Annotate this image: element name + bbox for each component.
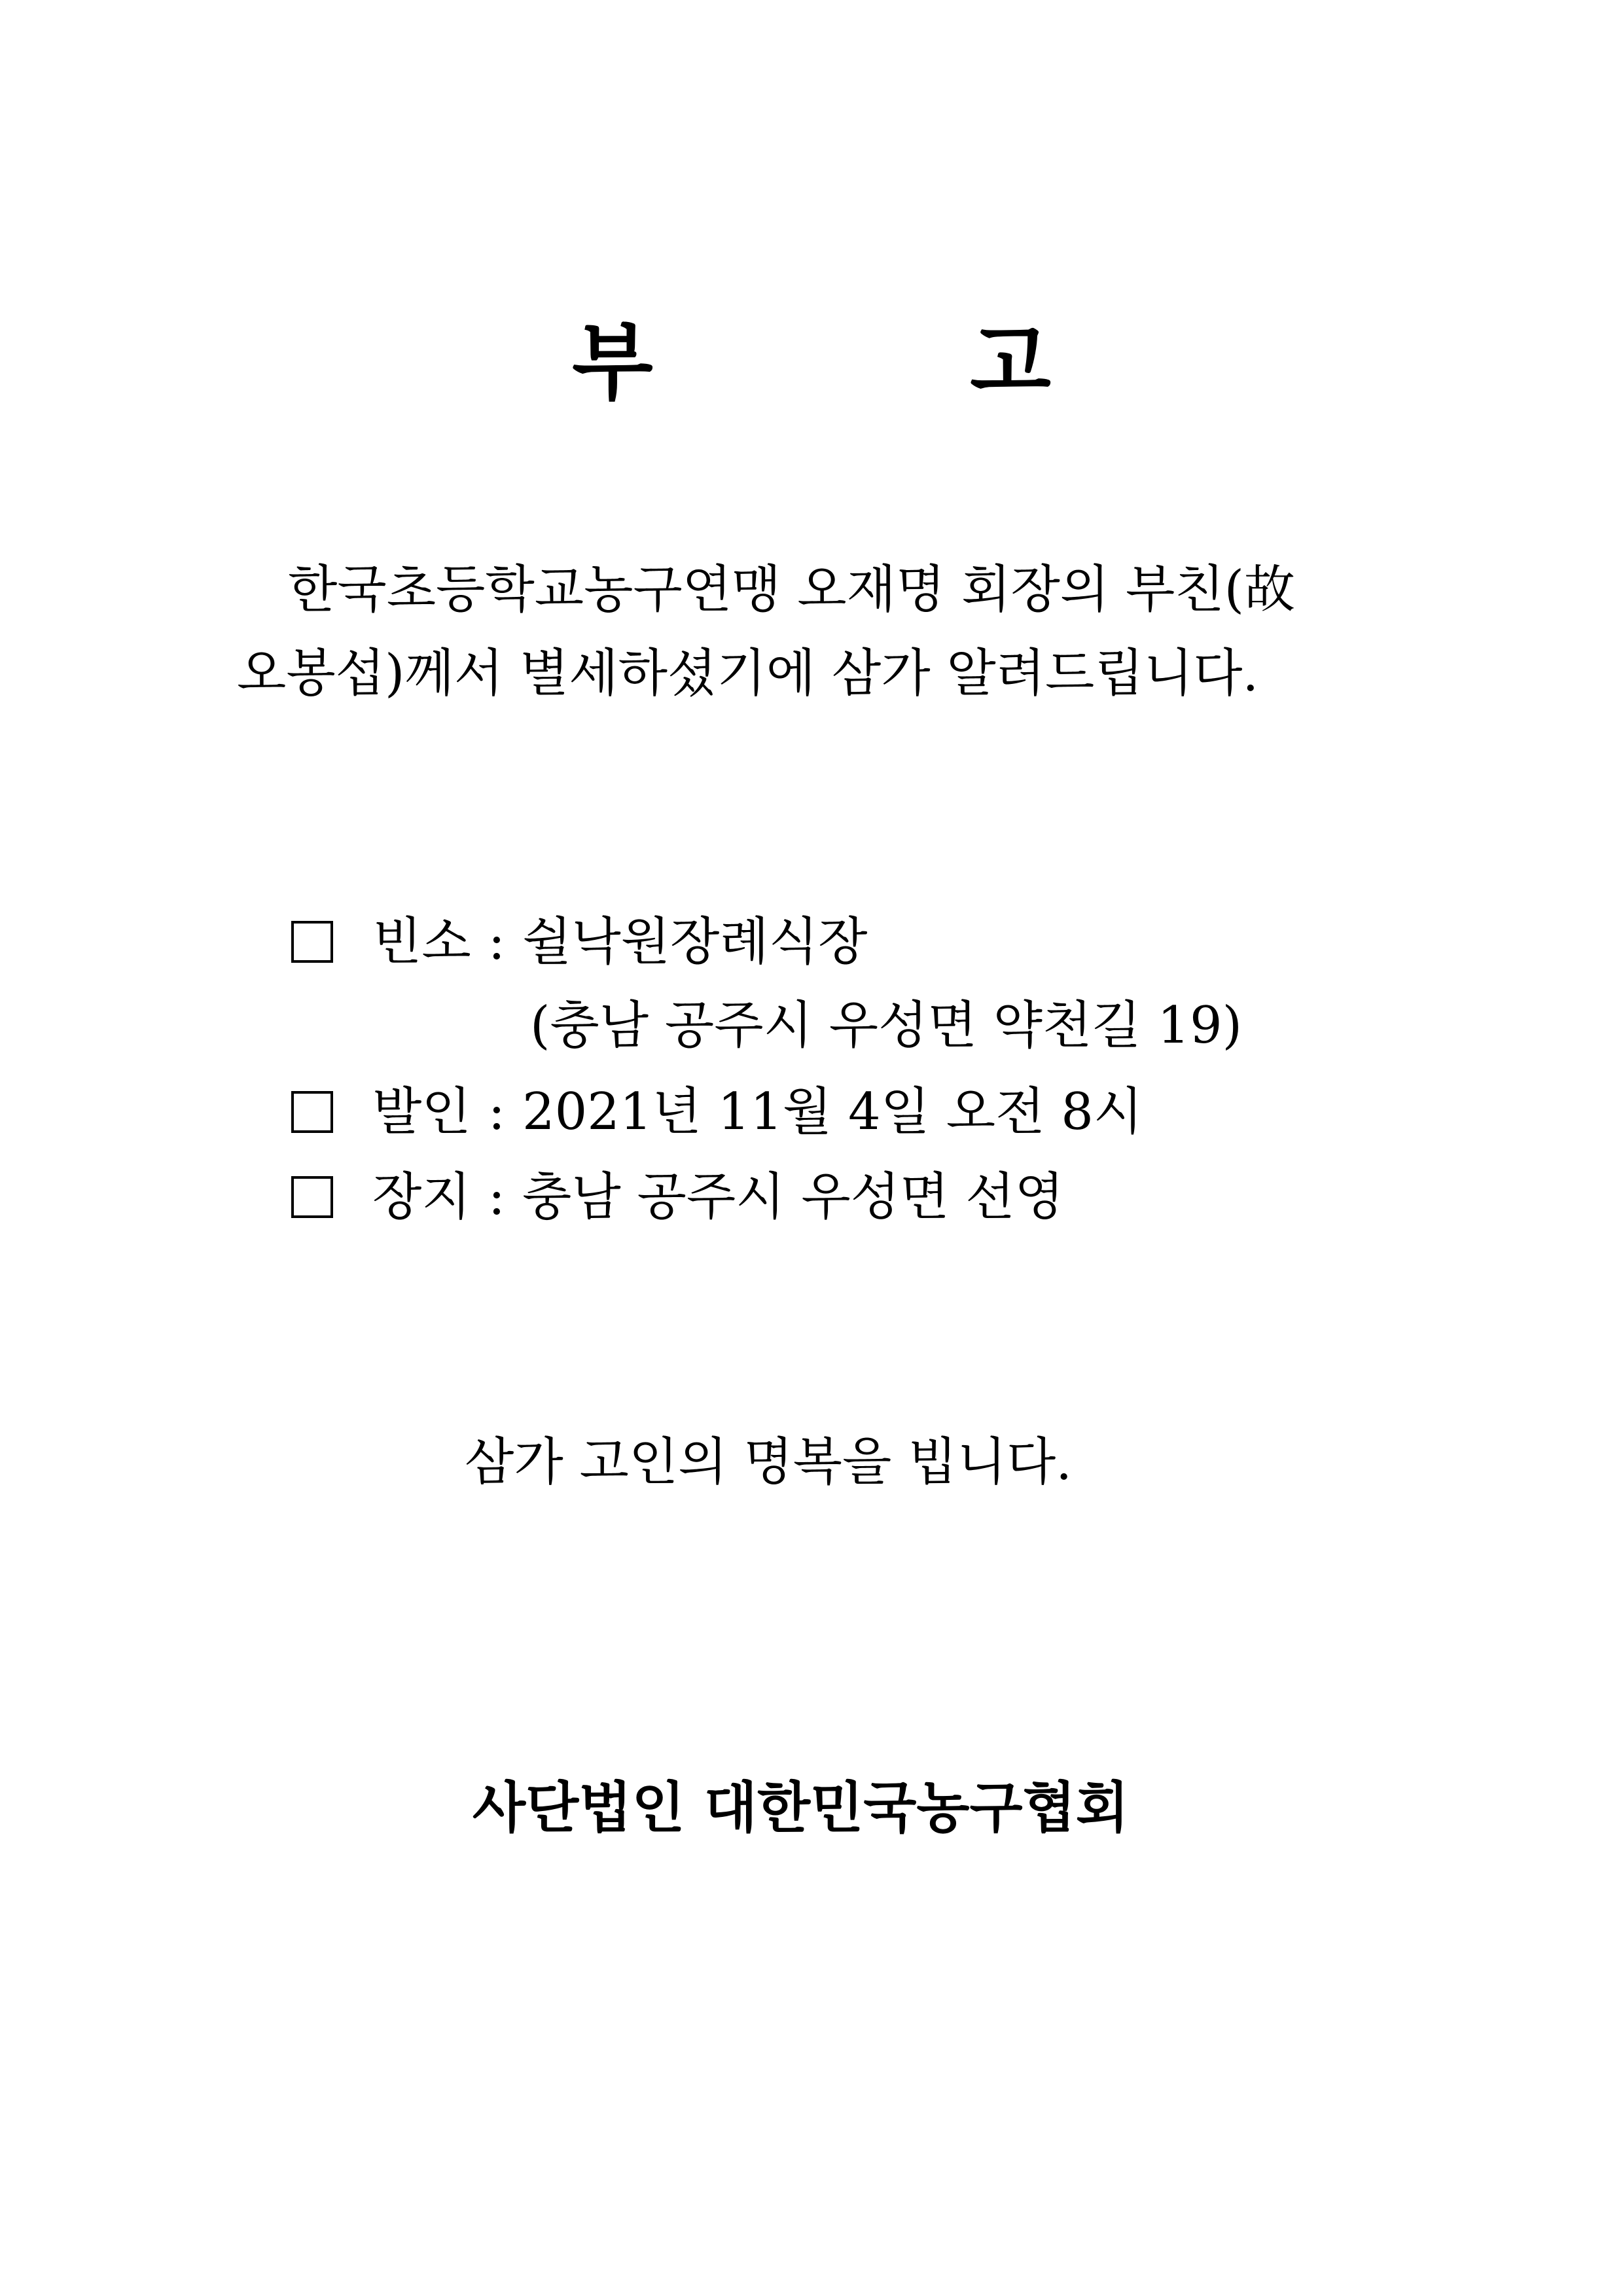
sender-organization: 사단법인 대한민국농구협회 [473,1775,1129,1840]
burial-label: 장지 [372,1168,471,1227]
condolence-message: 삼가 고인의 명복을 빕니다. [465,1433,1073,1492]
venue-row [291,912,868,971]
announcement-line-1: 한국초등학교농구연맹 오재명 회장의 부친(故 [288,560,1296,619]
checkbox-square-icon [291,1176,333,1218]
announcement-line-2: 오봉섭)께서 별세하셨기에 삼가 알려드립니다. [237,644,1259,703]
document-title: 부 고 [572,314,1195,412]
venue-label: 빈소 [372,912,471,971]
burial-separator: : [488,1168,505,1227]
departure-label: 발인 [372,1083,471,1141]
burial-row [291,1168,1064,1227]
departure-separator: : [488,1083,505,1141]
venue-value: 쉴낙원장례식장 [522,912,868,971]
burial-value: 충남 공주시 우성면 선영 [522,1168,1064,1227]
departure-value: 2021년 11월 4일 오전 8시 [522,1083,1143,1141]
departure-row [291,1083,1143,1141]
checkbox-square-icon [291,1091,333,1133]
checkbox-square-icon [291,921,333,963]
venue-separator: : [488,912,505,971]
venue-address: (충남 공주시 우성면 약천길 19) [530,996,1243,1055]
